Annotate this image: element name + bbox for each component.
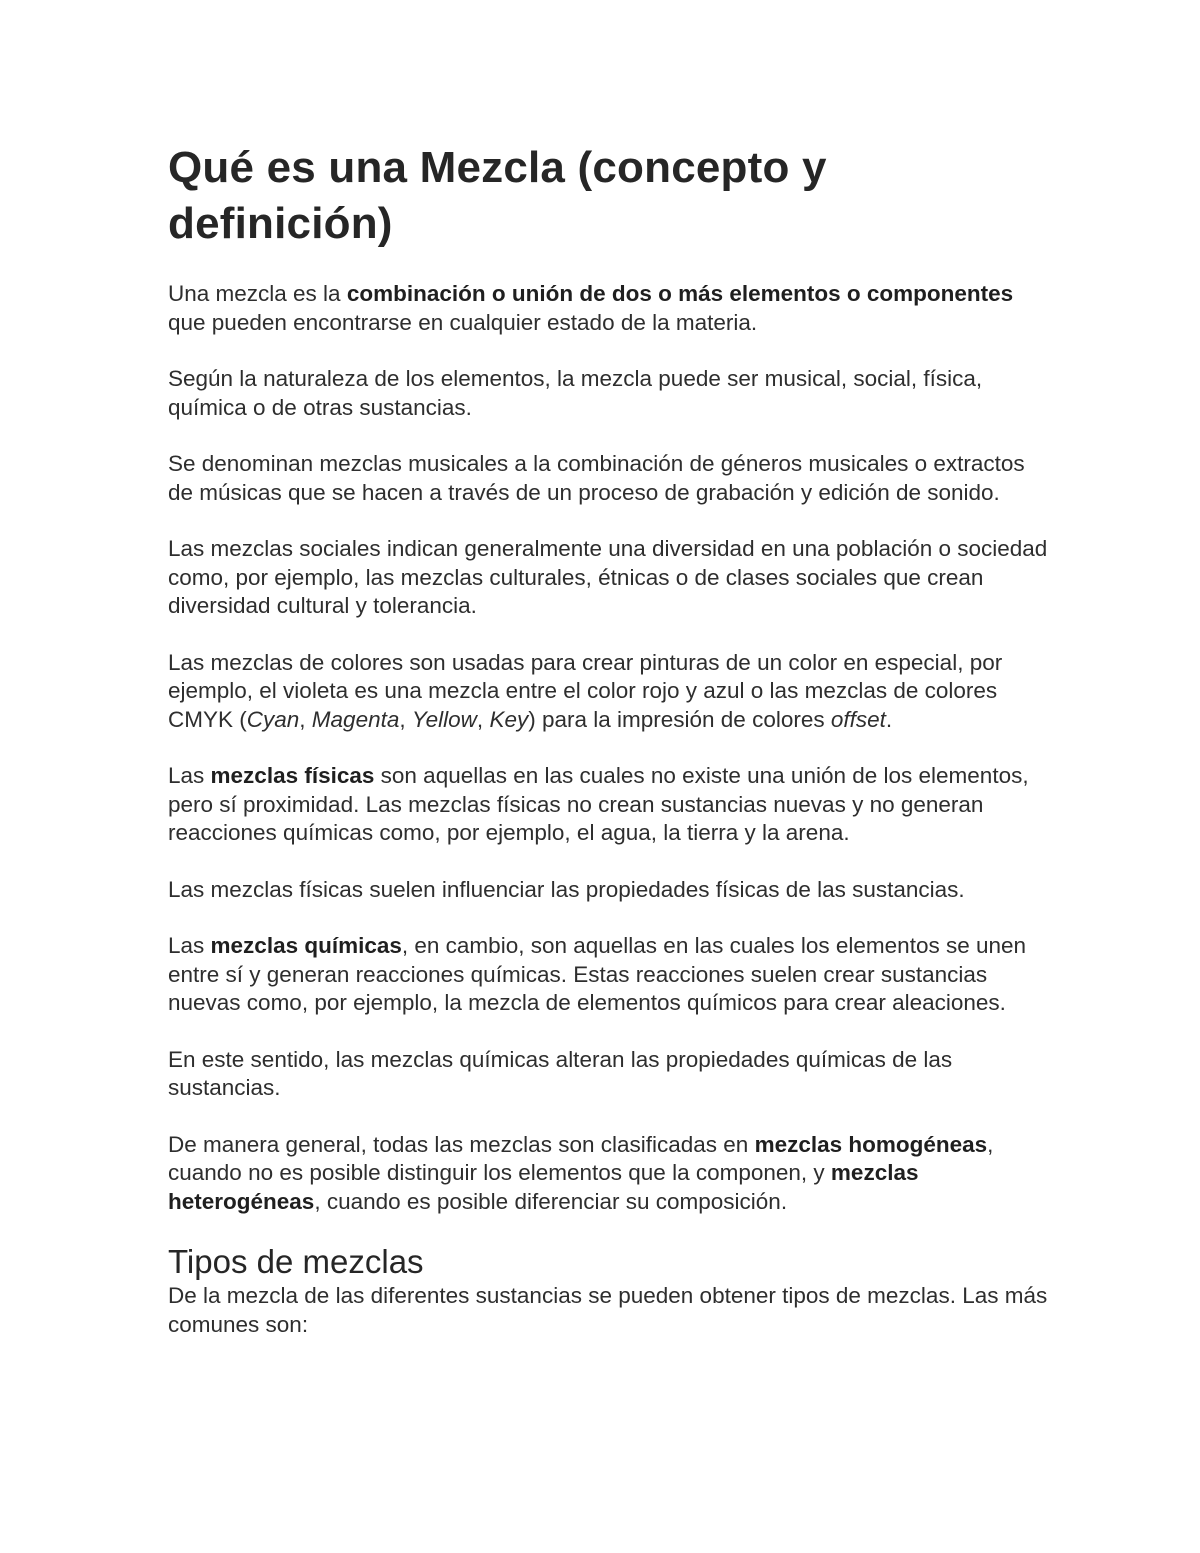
text-run: , cuando no es posible distinguir los elementos que la componen, y <box>168 1131 994 1185</box>
paragraph-nature: Según la naturaleza de los elementos, la mezcla puede ser musical, social, física, química o de otras sustancias. <box>168 366 983 420</box>
text-run: , <box>299 706 312 732</box>
text-run: Las <box>168 763 211 788</box>
text-run: son aquellas en las cuales no existe una unión de los elementos, pero sí proximidad. Las mezclas físicas no crean sustancias nuevas y no generan reacciones químicas como, por ejemplo, el agua, la tierra y la arena. <box>168 763 1029 845</box>
text-run: . <box>885 706 893 732</box>
text-run: Las <box>168 933 211 958</box>
paragraph-musical: Se denominan mezclas musicales a la combinación de géneros musicales o extractos de músicas que se hacen a través de un proceso de grabación y edición de sonido. <box>168 451 1025 505</box>
text-run: , en cambio, son aquellas en las cuales los elementos se unen entre sí y generan reacciones químicas. Estas reacciones suelen crear sustancias nuevas como, por ejemplo, la mezcla de elementos químicos para crear aleaciones. <box>168 933 1027 1015</box>
bold-text: mezclas físicas <box>210 763 375 788</box>
paragraph-physical <box>168 762 1048 848</box>
bold-text: mezclas químicas <box>210 933 402 958</box>
text-run: , <box>399 706 412 732</box>
bold-text: mezclas homogéneas <box>754 1131 988 1157</box>
paragraph-types-intro: De la mezcla de las diferentes sustancias se pueden obtener tipos de mezclas. Las más comunes son: <box>168 1283 1048 1337</box>
paragraph-definition <box>168 280 1048 337</box>
italic-text: Yellow <box>411 706 477 732</box>
document-page <box>168 140 1048 1339</box>
paragraph-colors <box>168 649 1048 735</box>
paragraph-classification <box>168 1131 1048 1217</box>
paragraph-physical-properties: Las mezclas físicas suelen influenciar las propiedades físicas de las sustancias. <box>168 876 965 902</box>
text-run: ) para la impresión de colores <box>528 706 831 732</box>
text-run: , <box>476 706 490 732</box>
bold-text: combinación o unión de dos o más elementos o componentes <box>346 281 1014 306</box>
text-run: , cuando es posible diferenciar su composición. <box>314 1188 788 1214</box>
page-title: Qué es una Mezcla (concepto y definición) <box>168 143 827 248</box>
italic-text: Magenta <box>311 706 400 732</box>
text-run: que pueden encontrarse en cualquier estado de la materia. <box>168 309 758 335</box>
italic-text: offset <box>830 706 886 732</box>
text-run: Una mezcla es la <box>168 281 347 306</box>
paragraph-social: Las mezclas sociales indican generalmente una diversidad en una población o sociedad como, por ejemplo, las mezclas culturales, étnicas o de clases sociales que crean diversidad cultural y tolerancia. <box>168 536 1048 618</box>
paragraph-chemical-properties: En este sentido, las mezclas químicas alteran las propiedades químicas de las sustancias. <box>168 1046 953 1100</box>
bold-text: mezclas heterogéneas <box>168 1160 919 1214</box>
italic-text: Cyan <box>246 706 300 732</box>
text-run: Las mezclas de colores son usadas para crear pinturas de un color en especial, por ejemplo, el violeta es una mezcla entre el color rojo y azul o las mezclas de colores CMYK ( <box>168 649 1003 732</box>
paragraph-chemical <box>168 932 1048 1018</box>
italic-text: Key <box>489 706 529 732</box>
text-run: De manera general, todas las mezclas son clasificadas en <box>168 1131 755 1157</box>
section-heading: Tipos de mezclas <box>168 1243 424 1280</box>
